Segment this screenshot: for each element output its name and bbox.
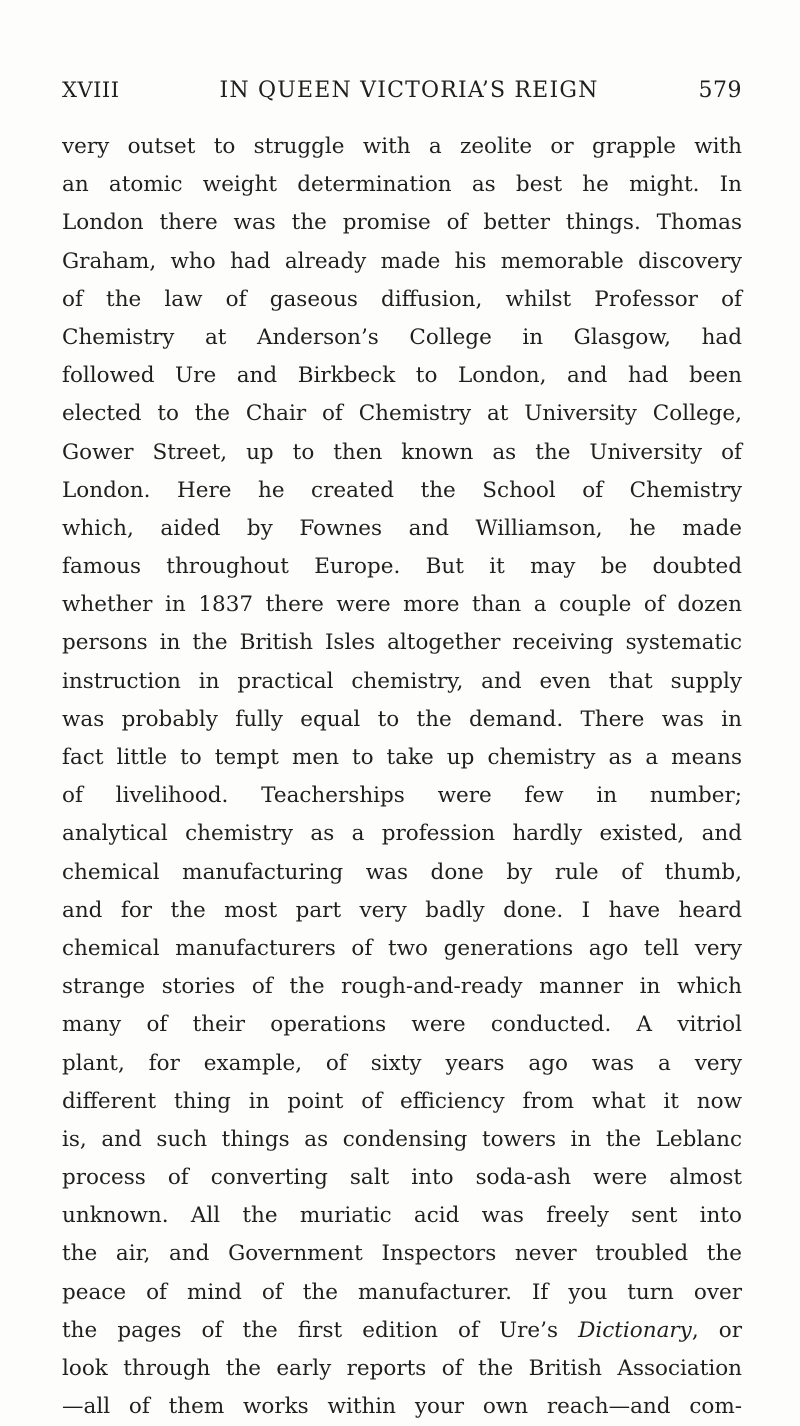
text-line: and for the most part very badly done. I have heard — [62, 897, 742, 923]
text-line: chemical manufacturing was done by rule of thumb, — [62, 859, 742, 885]
text-line: unknown. All the muriatic acid was freely sent into — [62, 1203, 742, 1229]
text-line: strange stories of the rough-and-ready manner in which — [62, 974, 742, 1000]
italic-title: Dictionary — [578, 1317, 692, 1343]
text-line: instruction in practical chemistry, and even that supply — [62, 668, 742, 694]
paragraph-lines — [62, 128, 742, 1312]
text-line: Chemistry at Anderson’s College in Glasgow, had — [62, 324, 742, 350]
text-line: the air, and Government Inspectors never troubled the — [62, 1241, 742, 1267]
text-line: which, aided by Fownes and Williamson, he made — [62, 515, 742, 541]
text-line: elected to the Chair of Chemistry at University College, — [62, 401, 742, 427]
chapter-number: XVIII — [62, 78, 120, 102]
text-line: —all of them works within your own reach—and com- — [62, 1394, 742, 1420]
text-line: whether in 1837 there were more than a couple of dozen — [62, 592, 742, 618]
text-line: peace of mind of the manufacturer. If you turn over — [62, 1279, 742, 1305]
text-line: of livelihood. Teacherships were few in number; — [62, 783, 742, 809]
running-title: IN QUEEN VICTORIA’S REIGN — [219, 78, 599, 103]
text-line: look through the early reports of the British Association — [62, 1356, 742, 1381]
text-line: Graham, who had already made his memorable discovery — [62, 248, 742, 274]
text-line: fact little to tempt men to take up chemistry as a means — [62, 745, 742, 770]
text-line: famous throughout Europe. But it may be doubted — [62, 554, 742, 580]
text-line: was probably fully equal to the demand. There was in — [62, 706, 742, 732]
text-line: an atomic weight determination as best he might. In — [62, 172, 742, 198]
text-line: very outset to struggle with a zeolite or grapple with — [62, 134, 742, 159]
text-segment: , or — [691, 1317, 743, 1343]
text-line: plant, for example, of sixty years ago was a very — [62, 1050, 742, 1076]
text-line: of the law of gaseous diffusion, whilst Professor of — [62, 286, 742, 312]
text-line: London. Here he created the School of Chemistry — [62, 477, 742, 503]
body-text — [62, 128, 742, 1426]
text-line: process of converting salt into soda-ash were almost — [62, 1165, 742, 1191]
text-line: London there was the promise of better things. Thomas — [62, 210, 742, 236]
running-head — [62, 78, 742, 112]
text-segment: the pages of the first edition of Ure’s — [62, 1317, 579, 1343]
text-line: different thing in point of efficiency from what it now — [62, 1088, 742, 1114]
text-line: many of their operations were conducted. A vitriol — [62, 1012, 742, 1038]
text-line: chemical manufacturers of two generations ago tell very — [62, 935, 742, 961]
book-page — [62, 78, 742, 1426]
text-line: Gower Street, up to then known as the University of — [62, 439, 742, 465]
page-number: 579 — [698, 78, 742, 103]
text-line: is, and such things as condensing towers in the Leblanc — [62, 1126, 742, 1152]
text-line: followed Ure and Birkbeck to London, and had been — [62, 363, 742, 389]
text-line: analytical chemistry as a profession hardly existed, and — [62, 821, 742, 847]
text-line — [62, 1312, 742, 1350]
text-line: persons in the British Isles altogether receiving systematic — [62, 630, 742, 656]
